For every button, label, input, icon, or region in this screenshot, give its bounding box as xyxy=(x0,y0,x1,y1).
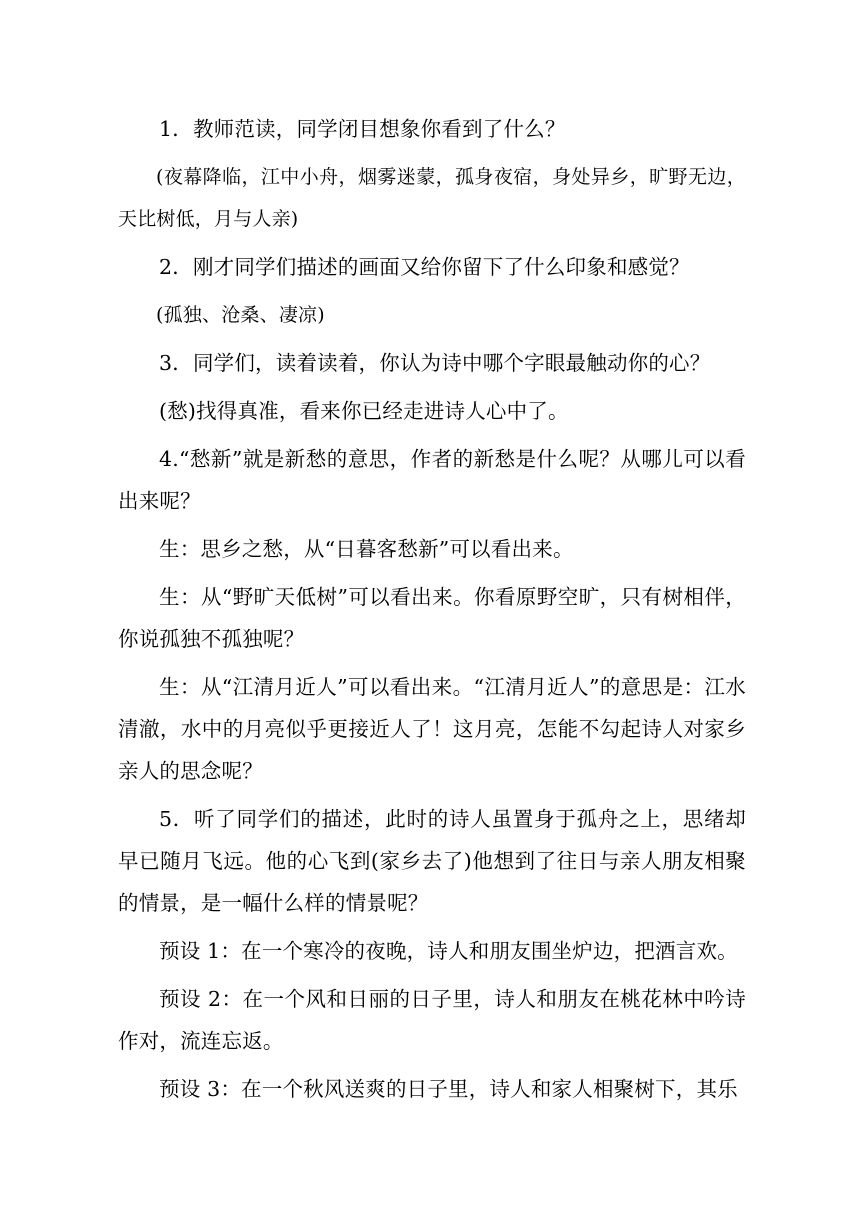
paragraph-student-answer-3: 生：从“江清月近人”可以看出来。“江清月近人”的意思是：江水清澈，水中的月亮似乎更接近人了！这月亮，怎能不勾起诗人对家乡亲人的思念呢？ xyxy=(118,675,746,783)
paragraph-question-5: 5．听了同学们的描述，此时的诗人虽置身于孤舟之上，思绪却早已随月飞远。他的心飞到(家乡去了)他想到了往日与亲人朋友相聚的情景，是一幅什么样的情景呢？ xyxy=(118,807,746,915)
paragraph-student-answer-2: 生：从“野旷天低树”可以看出来。你看原野空旷，只有树相伴，你说孤独不孤独呢？ xyxy=(118,585,746,651)
paragraph-preset-3: 预设 3：在一个秋风送爽的日子里，诗人和家人相聚树下，其乐 xyxy=(159,1077,738,1101)
paragraph-student-answer-1: 生：思乡之愁，从“日暮客愁新”可以看出来。 xyxy=(159,537,574,561)
paragraph-answer-2: (孤独、沧桑、凄凉) xyxy=(156,304,325,326)
paragraph-answer-3: (愁)找得真准，看来你已经走进诗人心中了。 xyxy=(159,399,569,423)
paragraph-preset-2: 预设 2：在一个风和日丽的日子里，诗人和朋友在桃花林中吟诗作对，流连忘返。 xyxy=(118,987,746,1053)
document-body xyxy=(118,108,746,1110)
paragraph-question-2: 2．刚才同学们描述的画面又给你留下了什么印象和感觉？ xyxy=(159,255,690,279)
paragraph-answer-1: (夜幕降临，江中小舟，烟雾迷蒙，孤身夜宿，身处异乡，旷野无边，天比树低，月与人亲) xyxy=(118,166,746,230)
paragraph-question-3: 3．同学们，读着读着，你认为诗中哪个字眼最触动你的心？ xyxy=(159,351,711,375)
paragraph-preset-1: 预设 1：在一个寒冷的夜晚，诗人和朋友围坐炉边，把酒言欢。 xyxy=(159,939,738,963)
paragraph-question-1: 1．教师范读，同学闭目想象你看到了什么？ xyxy=(159,117,566,141)
paragraph-question-4: 4.“愁新”就是新愁的意思，作者的新愁是什么呢？从哪儿可以看出来呢？ xyxy=(118,447,746,513)
